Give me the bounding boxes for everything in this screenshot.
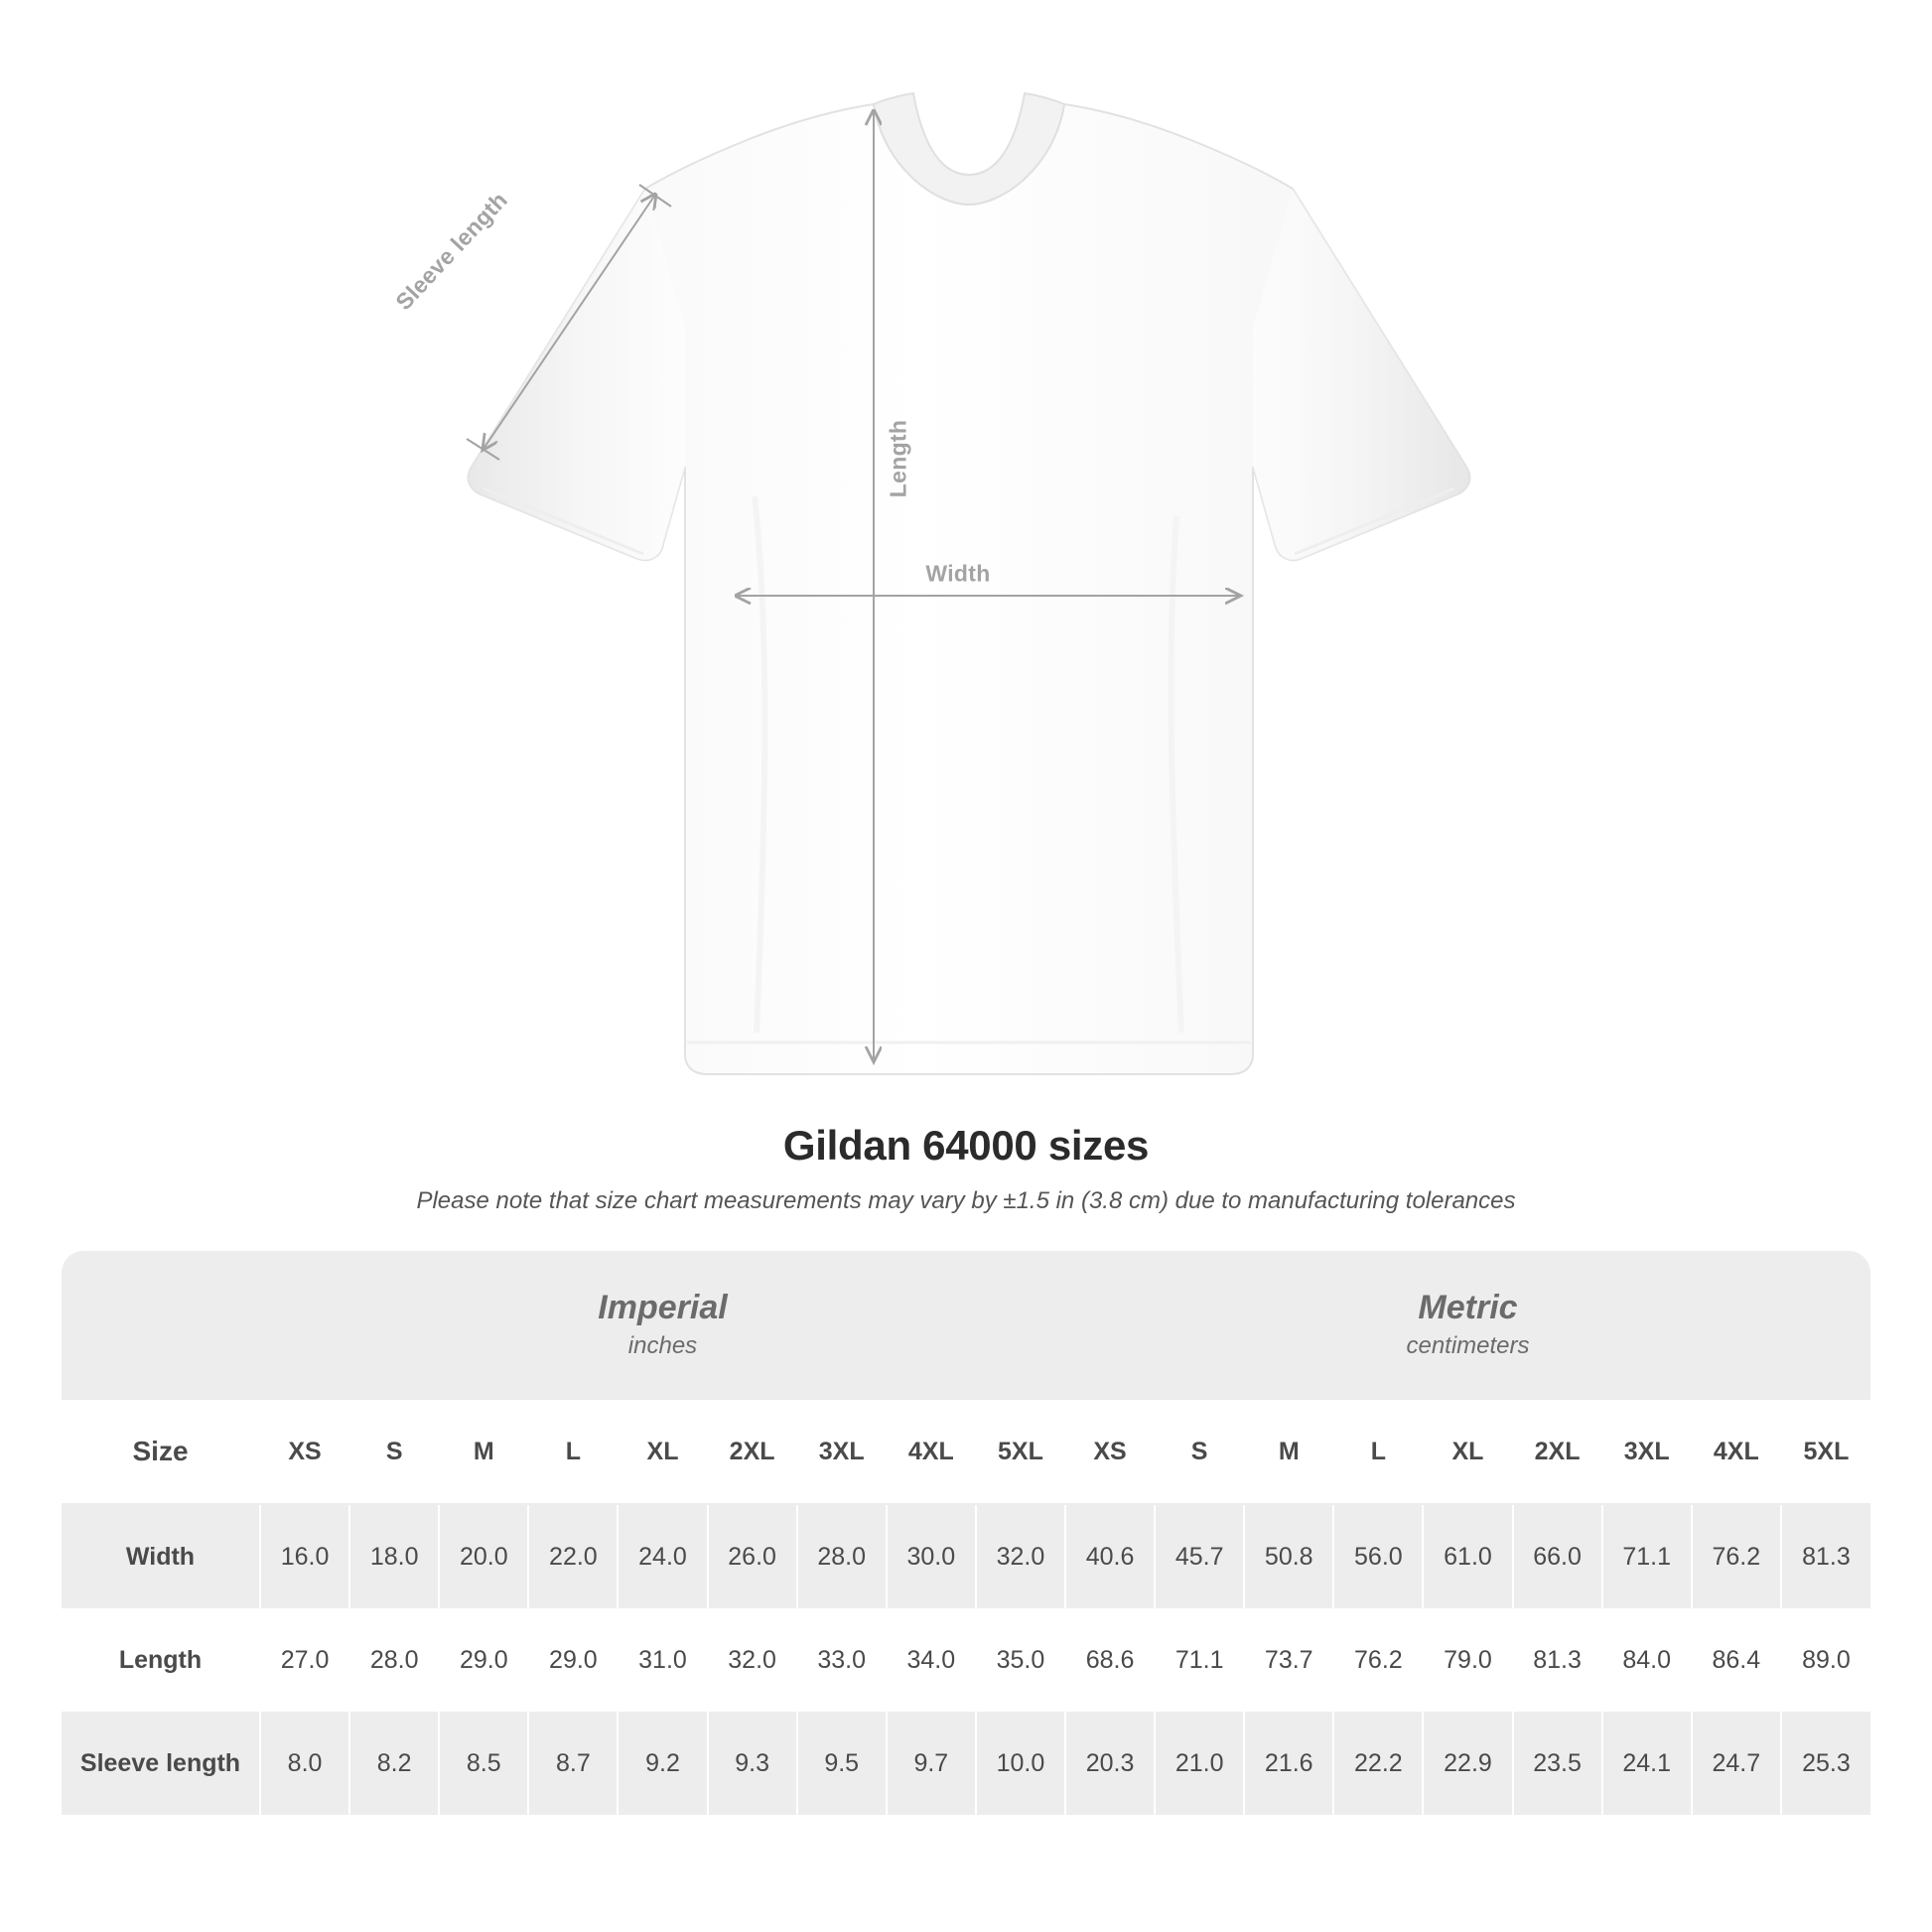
table-row [62,1504,1870,1608]
size-header-cell: XS [1065,1400,1155,1504]
cell-value: 9.5 [797,1712,887,1815]
size-table-wrapper [62,1251,1870,1815]
cell-value: 20.0 [439,1504,528,1608]
cell-value: 68.6 [1065,1608,1155,1712]
cell-value: 89.0 [1781,1608,1870,1712]
row-label-sleeve-length: Sleeve length [62,1712,260,1815]
size-header-cell: 3XL [797,1400,887,1504]
cell-value: 22.9 [1423,1712,1512,1815]
cell-value: 81.3 [1781,1504,1870,1608]
cell-value: 61.0 [1423,1504,1512,1608]
size-header-cell: 4XL [887,1400,976,1504]
cell-value: 86.4 [1692,1608,1781,1712]
unit-sub-imperial: inches [627,1332,698,1360]
size-header-cell: XL [618,1400,707,1504]
cell-value: 8.7 [528,1712,618,1815]
cell-value: 56.0 [1333,1504,1423,1608]
cell-value: 71.1 [1155,1608,1244,1712]
page-title: Gildan 64000 sizes [782,1122,1150,1169]
cell-value: 76.2 [1333,1608,1423,1712]
unit-name-imperial: Imperial [598,1288,728,1326]
cell-value: 34.0 [887,1608,976,1712]
size-header-cell: S [349,1400,439,1504]
unit-header-row [62,1251,1870,1400]
cell-value: 28.0 [797,1504,887,1608]
table-row [62,1712,1870,1815]
cell-value: 40.6 [1065,1504,1155,1608]
unit-group-metric [1065,1251,1870,1400]
size-table [62,1251,1870,1815]
size-header-cell: 4XL [1692,1400,1781,1504]
cell-value: 73.7 [1244,1608,1333,1712]
cell-value: 21.0 [1155,1712,1244,1815]
size-header-label: Size [62,1400,260,1504]
cell-value: 9.7 [887,1712,976,1815]
cell-value: 76.2 [1692,1504,1781,1608]
cell-value: 50.8 [1244,1504,1333,1608]
cell-value: 10.0 [976,1712,1065,1815]
unit-name-metric: Metric [1418,1288,1518,1326]
width-label: Width [925,560,991,587]
cell-value: 29.0 [439,1608,528,1712]
cell-value: 9.3 [708,1712,797,1815]
size-header-cell: XS [260,1400,349,1504]
cell-value: 32.0 [708,1608,797,1712]
cell-value: 22.2 [1333,1712,1423,1815]
size-header-cell: S [1155,1400,1244,1504]
unit-group-imperial [260,1251,1065,1400]
cell-value: 20.3 [1065,1712,1155,1815]
cell-value: 8.5 [439,1712,528,1815]
cell-value: 71.1 [1602,1504,1692,1608]
cell-value: 23.5 [1513,1712,1602,1815]
unit-sub-metric: centimeters [1406,1332,1530,1360]
size-header-cell: XL [1423,1400,1512,1504]
cell-value: 33.0 [797,1608,887,1712]
size-header-cell: 2XL [1513,1400,1602,1504]
sleeve-length-label: Sleeve length [390,187,513,316]
cell-value: 24.7 [1692,1712,1781,1815]
length-label: Length [885,419,911,498]
cell-value: 18.0 [349,1504,439,1608]
cell-value: 32.0 [976,1504,1065,1608]
row-label-length: Length [62,1608,260,1712]
size-header-row [62,1400,1870,1504]
cell-value: 45.7 [1155,1504,1244,1608]
size-header-cell: M [1244,1400,1333,1504]
cell-value: 66.0 [1513,1504,1602,1608]
cell-value: 8.0 [260,1712,349,1815]
cell-value: 22.0 [528,1504,618,1608]
row-label-width: Width [62,1504,260,1608]
size-header-cell: 2XL [708,1400,797,1504]
cell-value: 81.3 [1513,1608,1602,1712]
tolerance-note: Please note that size chart measurements may vary by ±1.5 in (3.8 cm) due to manufacturing tolerances [416,1187,1516,1214]
cell-value: 28.0 [349,1608,439,1712]
chart-header [0,1122,1932,1215]
size-header-cell: L [528,1400,618,1504]
cell-value: 79.0 [1423,1608,1512,1712]
cell-value: 26.0 [708,1504,797,1608]
cell-value: 29.0 [528,1608,618,1712]
cell-value: 24.1 [1602,1712,1692,1815]
size-header-cell: 5XL [976,1400,1065,1504]
unit-header-spacer [62,1251,260,1400]
cell-value: 21.6 [1244,1712,1333,1815]
cell-value: 25.3 [1781,1712,1870,1815]
cell-value: 16.0 [260,1504,349,1608]
cell-value: 30.0 [887,1504,976,1608]
cell-value: 31.0 [618,1608,707,1712]
size-header-cell: 5XL [1781,1400,1870,1504]
cell-value: 8.2 [349,1712,439,1815]
cell-value: 27.0 [260,1608,349,1712]
cell-value: 35.0 [976,1608,1065,1712]
cell-value: 24.0 [618,1504,707,1608]
table-row [62,1608,1870,1712]
cell-value: 9.2 [618,1712,707,1815]
cell-value: 84.0 [1602,1608,1692,1712]
size-header-cell: 3XL [1602,1400,1692,1504]
size-header-cell: M [439,1400,528,1504]
size-header-cell: L [1333,1400,1423,1504]
